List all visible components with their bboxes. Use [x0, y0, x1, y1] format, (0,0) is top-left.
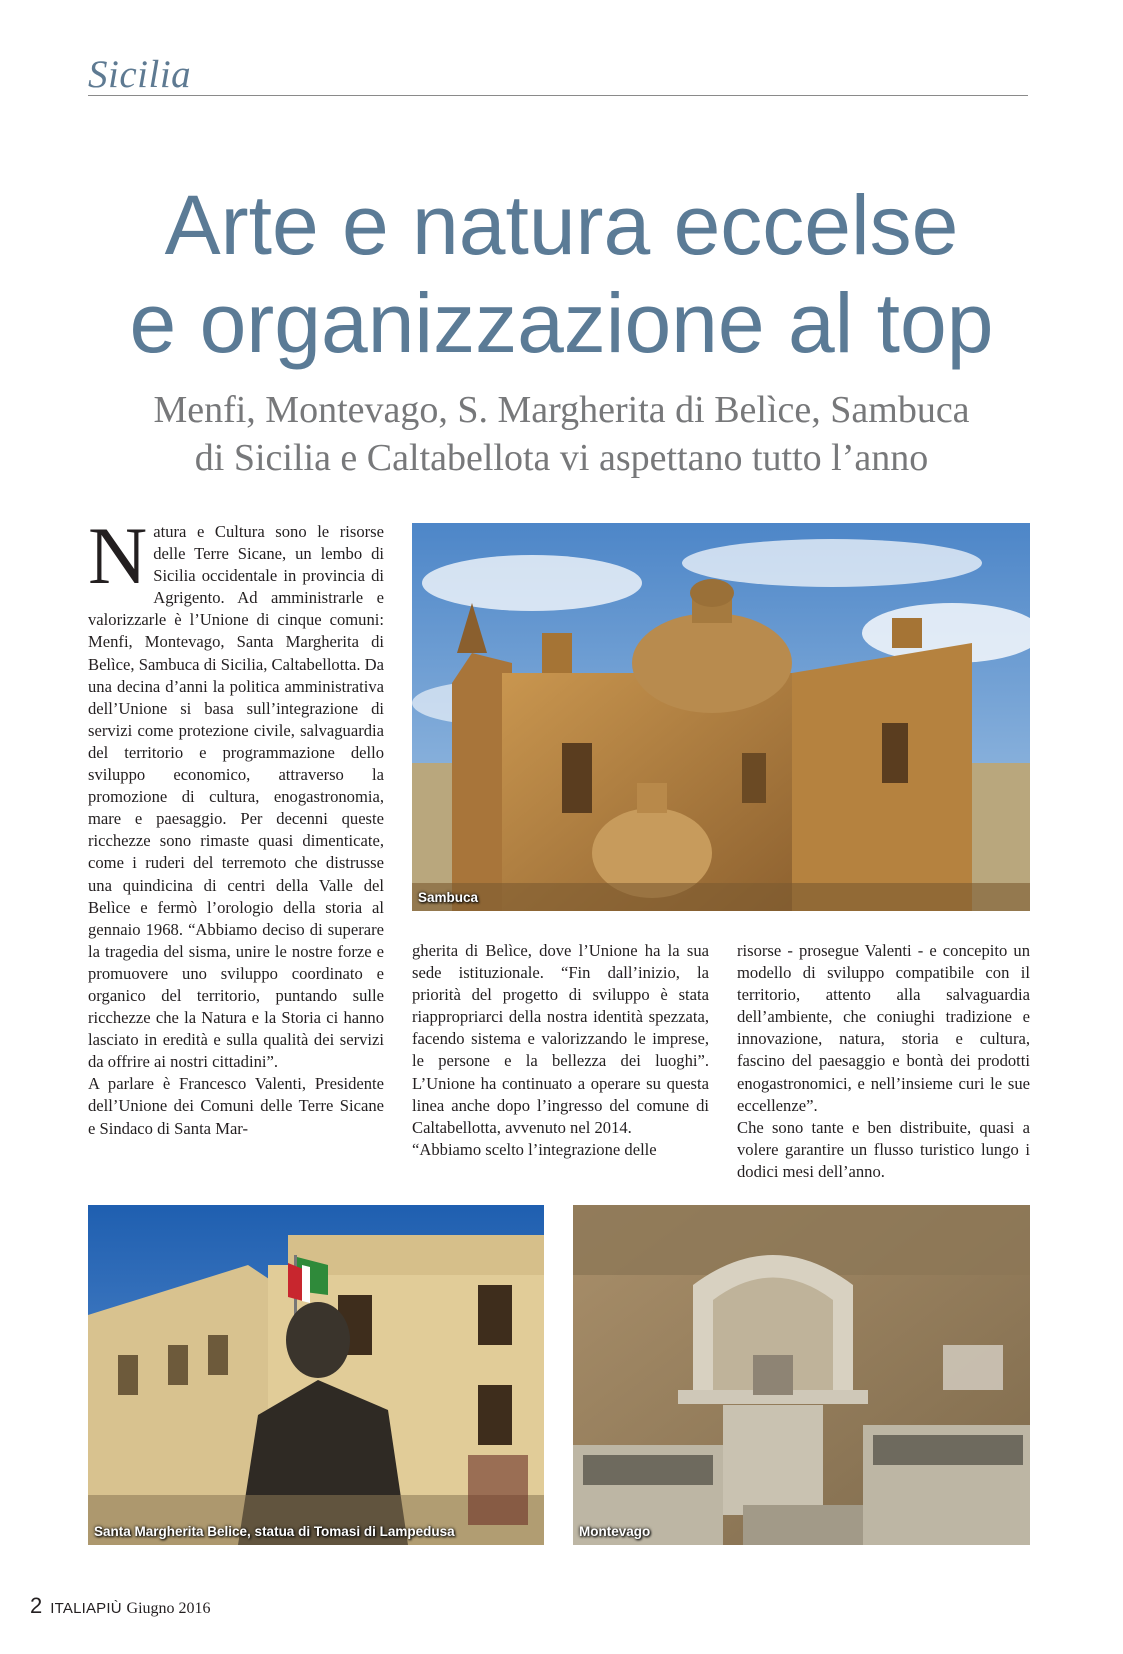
issue-date: Giugno 2016: [126, 1600, 211, 1617]
photo-caption: Sambuca: [418, 890, 479, 905]
headline: [60, 176, 1063, 372]
statue-tomasi-image: [88, 1205, 544, 1545]
paragraph: “Abbiamo scelto l’integrazione delle: [412, 1139, 657, 1159]
section-label: Sicilia: [88, 53, 192, 96]
paragraph-text: atura e Cultura sono le risorse delle Terre Sicane, un lembo di Sicilia occidentale in provincia di Agrigento. Ad amministrarle e valorizzarle è l’Unione di cinque comuni: Menfi, Montevago, Santa Margherita di Belìce, Sambuca di Sicilia, Caltabellotta. Da una decina d’anni la politica amministrativa dell’Unione si basa sull’integrazione di servizi come protezione civile, salvaguardia del territorio e programmazione dello sviluppo economico, attraverso la promozione di cultura, enogastronomia, mare e paesaggio. Per decenni queste ricchezze sono rimaste quasi dimenticate, come i ruderi del terremoto che distrusse una quindicina di centri della Valle del Belìce e fermò l’orologio della storia al gennaio 1968. “Abbiamo deciso di superare la tragedia del sisma, unire le nostre forze e promuovere uno sviluppo coordinato e organico del territorio, puntando sulle ricchezze che la Natura e la Storia ci hanno lasciato in eredità e sulla qualità dei servizi da offrire ai nostri cittadini”.: [88, 522, 384, 1072]
headline-line-1: Arte e natura eccelse: [164, 178, 959, 272]
photo-montevago: [573, 1205, 1030, 1545]
photo-santa-margherita: [88, 1205, 544, 1545]
subheadline-line-2: di Sicilia e Caltabellota vi aspettano tutto l’anno: [194, 437, 929, 479]
paragraph: Che sono tante e ben distribuite, quasi a volere garantire un flusso turistico lungo i dodici mesi dell’anno.: [737, 1117, 1030, 1181]
sambuca-church-image: [412, 523, 1030, 911]
photo-caption: Santa Margherita Belice, statua di Tomasi di Lampedusa: [94, 1524, 455, 1539]
paragraph: A parlare è Francesco Valenti, Presidente dell’Unione dei Comuni delle Terre Sicane e Sindaco di Santa Mar-: [88, 1074, 384, 1138]
article-column-1: [88, 510, 384, 1140]
paragraph: gherita di Belìce, dove l’Unione ha la sua sede istituzionale. “Fin dall’inizio, la priorità del progetto di sviluppo è stata riappropriarci della nostra identità spezzata, facendo sistema e valorizzando le imprese, le persone e la bellezza dei luoghi”. L’Unione ha continuato a operare su questa linea anche dopo l’ingresso del comune di Caltabellotta, avvenuto nel 2014.: [412, 941, 709, 1137]
section-rule: [88, 95, 1028, 96]
headline-line-2: e organizzazione al top: [129, 276, 994, 370]
article-column-3: [737, 940, 1030, 1183]
paragraph: [88, 510, 384, 1073]
page-footer: [30, 1593, 211, 1619]
subheadline: [80, 386, 1043, 482]
photo-sambuca: [412, 523, 1030, 911]
paragraph: risorse - prosegue Valenti - e concepito un modello di sviluppo compatibile con il territorio, attento alla salvaguardia dell’ambiente, che coniughi tradizione e innovazione, natura, storia e cultura, fascino del paesaggio e bontà dei prodotti enogastronomici, e nell’insieme curi le sue eccellenze”.: [737, 941, 1030, 1115]
photo-caption: Montevago: [579, 1524, 651, 1539]
montevago-fountain-image: [573, 1205, 1030, 1545]
article-column-2: [412, 940, 709, 1161]
subheadline-line-1: Menfi, Montevago, S. Margherita di Belìce, Sambuca: [153, 389, 970, 431]
drop-cap: N: [88, 510, 148, 601]
publication-name: ITALIAPIÙ: [50, 1600, 122, 1617]
page-number: 2: [30, 1593, 43, 1618]
